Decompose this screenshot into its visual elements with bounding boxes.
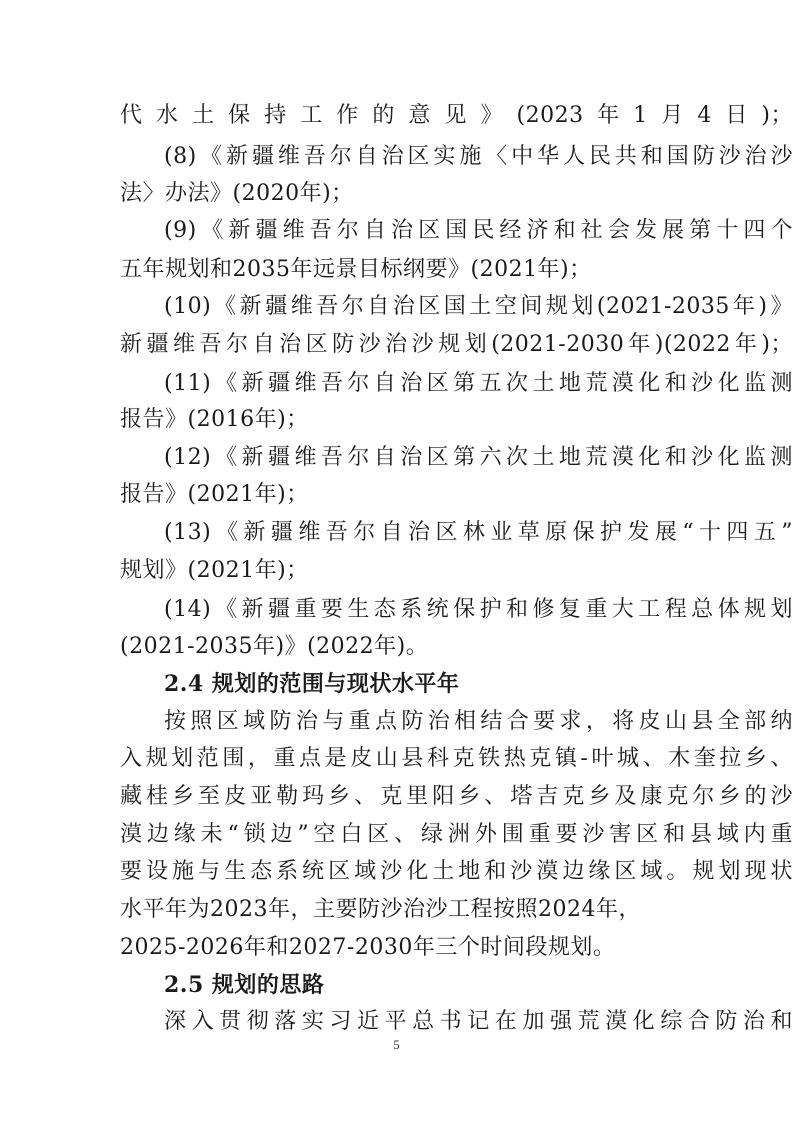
text-line: 按照区域防治与重点防治相结合要求，将皮山县全部纳 [164,709,793,734]
text-line: 要设施与生态系统区域沙化土地和沙漠边缘区域。规划现状 [120,859,793,884]
section-heading: 2.5 规划的思路 [164,972,325,998]
text-line: (14)《新疆重要生态系统保护和修复重大工程总体规划 [164,597,793,622]
text-line: 入规划范围，重点是皮山县科克铁热克镇-叶城、木奎拉乡、 [120,746,793,771]
text-line: (13)《新疆维吾尔自治区林业草原保护发展“十四五” [164,520,793,545]
text-line: 深入贯彻落实习近平总书记在加强荒漠化综合防治和 [164,1009,793,1034]
text-line: 水平年为2023年，主要防沙治沙工程按照2024年， [120,897,641,922]
text-line: 规划》(2021年)； [120,558,309,583]
text-line: 2025-2026年和2027-2030年三个时间段规划。 [120,935,616,960]
text-line: 报告》(2016年)； [120,407,309,432]
text-line: 报告》(2021年)； [120,482,309,507]
text-line: (10)《新疆维吾尔自治区国土空间规划(2021-2035年)》 [164,294,793,319]
text-line: (12)《新疆维吾尔自治区第六次土地荒漠化和沙化监测 [164,445,793,470]
text-line: (2021-2035年)》(2022年)。 [120,634,429,659]
text-line: 新疆维吾尔自治区防沙治沙规划(2021-2030年)(2022年)； [120,332,793,357]
text-line: 漠边缘未“锁边”空白区、绿洲外围重要沙害区和县域内重 [120,822,793,847]
text-line: (9)《新疆维吾尔自治区国民经济和社会发展第十四个 [164,218,793,243]
page-number: 5 [393,1037,400,1052]
text-line: (8)《新疆维吾尔自治区实施〈中华人民共和国防沙治沙 [164,144,793,169]
text-line: 五年规划和2035年远景目标纲要》(2021年)； [120,257,592,282]
text-line: (11)《新疆维吾尔自治区第五次土地荒漠化和沙化监测 [164,371,793,396]
text-line: 代水土保持工作的意见》(2023年1月4日)； [120,103,793,128]
text-line: 法〉办法》(2020年)； [120,181,354,206]
text-line: 藏桂乡至皮亚勒玛乡、克里阳乡、塔吉克乡及康克尔乡的沙 [120,784,793,809]
section-heading: 2.4 规划的范围与现状水平年 [164,671,460,697]
